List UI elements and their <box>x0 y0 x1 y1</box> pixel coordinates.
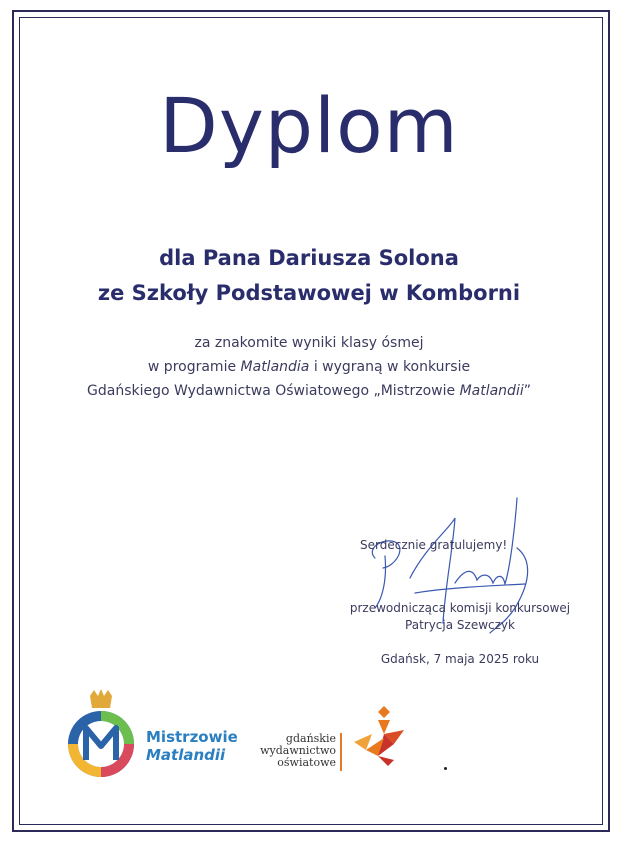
mistrzowie-logo-text <box>146 728 238 764</box>
speck <box>444 767 447 770</box>
greeting: Serdecznie gratulujemy! <box>360 538 508 552</box>
logo-text-line: Matlandii <box>146 746 226 764</box>
reason-line-1: za znakomite wyniki klasy ósmej <box>194 335 424 351</box>
recipient-school: ze Szkoły Podstawowej w Komborni <box>97 281 521 305</box>
logo-text-line: gdańskie <box>285 732 336 745</box>
signer-name: Patrycja Szewczyk <box>405 618 515 632</box>
reason-text: i wygraną w konkursie <box>309 359 471 375</box>
gwo-divider <box>340 733 342 771</box>
reason-text: Gdańskiego Wydawnictwa Oświatowego „Mistrzowie <box>87 383 460 399</box>
contest-name: Matlandii <box>459 383 524 399</box>
handwritten-signature <box>355 488 555 638</box>
diploma-title: Dyplom <box>159 81 459 170</box>
reason-line-2 <box>0 355 618 379</box>
logo-text-line: Mistrzowie <box>146 728 238 746</box>
logo-text-line: oświatowe <box>277 756 336 769</box>
gwo-logo-text <box>258 733 336 769</box>
mistrzowie-matlandii-logo-icon <box>66 688 136 784</box>
logo-text-line: wydawnictwo <box>260 744 336 757</box>
signer-role: przewodnicząca komisji konkursowej <box>349 601 571 615</box>
recipient-name: dla Pana Dariusza Solona <box>159 246 459 270</box>
reason-text: ” <box>523 383 531 399</box>
program-name: Matlandia <box>240 359 310 375</box>
reason-text: w programie <box>147 359 241 375</box>
reason-line-3 <box>0 379 618 403</box>
gwo-tangram-icon <box>348 704 412 768</box>
place-date: Gdańsk, 7 maja 2025 roku <box>380 652 540 666</box>
award-reason <box>0 331 618 403</box>
